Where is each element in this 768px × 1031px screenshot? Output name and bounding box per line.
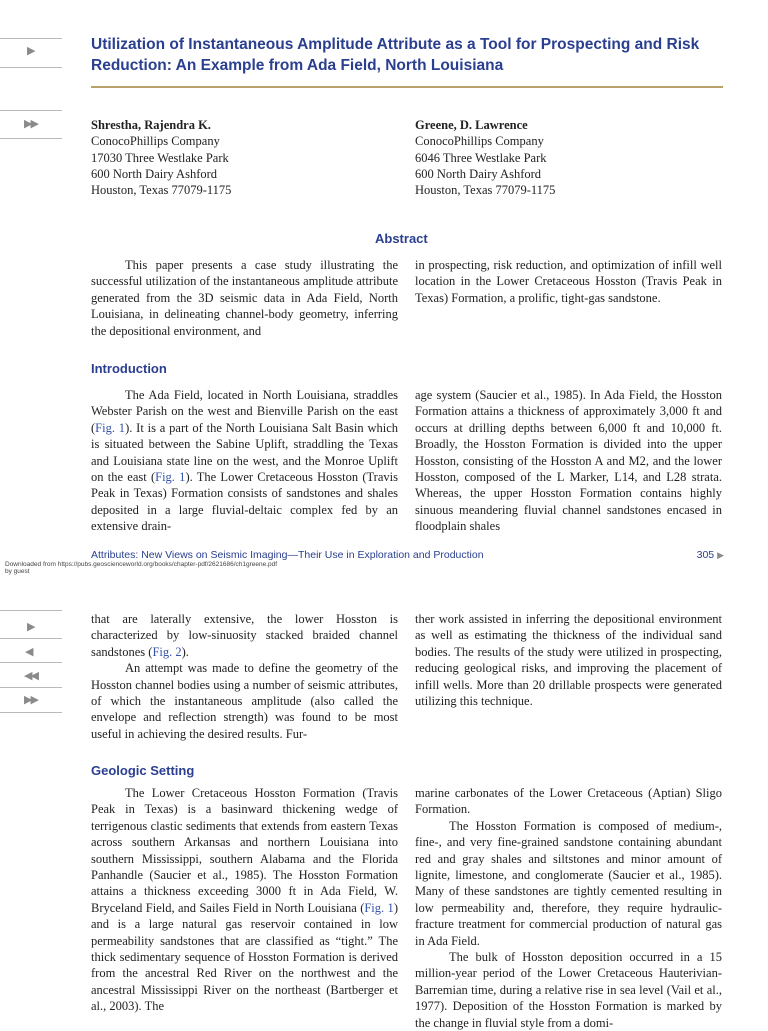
abstract-left xyxy=(91,257,398,339)
paper-title: Utilization of Instantaneous Amplitude Attribute as a Tool for Prospecting and Risk Reduction: An Example from Ada Field, North Louisiana xyxy=(91,36,700,74)
geo-left xyxy=(91,785,398,1015)
nav-rule xyxy=(0,712,62,713)
body-paragraph: ther work assisted in inferring the depositional environment as well as estimating the thickness of the individual sand bodies. The results of the study were utilized in prospecting, reducing geological risks, and improving the placement of infill wells. More than 20 drillable prospects were generated utilizing this technique. xyxy=(415,612,722,709)
nav-rule xyxy=(0,638,62,639)
body-paragraph: An attempt was made to define the geometry of the Hosston channel bodies using a number of seismic attributes, of which the instantaneous amplitude (also called the envelope and reflection strength) was found to be most useful in achieving the desired results. Fur- xyxy=(91,661,398,741)
intro-paragraph: age system (Saucier et al., 1985). In Ada Field, the Hosston Formation attains a thickness of approximately 3,000 ft and occurs at drilling depths between 6,000 ft and 10,000 ft. Broadly, the Hosston Formation is divided into the upper Hosston, consisting of the Hosston A and M2, and the lower Hosston, composed of the L Marker, L14, and L28 strata. Whereas, the upper Hosston Formation contains highly sinuous meandering fluvial channel sandstones encased in floodplain shales xyxy=(415,388,722,534)
author-2-line: 600 North Dairy Ashford xyxy=(415,166,542,181)
page-footer xyxy=(91,549,724,561)
fig1-link[interactable]: Fig. 1 xyxy=(95,420,126,435)
body-paragraph: that are laterally extensive, the lower Hosston is characterized by low-sinuosity stacked braided channel sandstones (Fig. 2). xyxy=(91,612,398,659)
author-2 xyxy=(415,117,555,198)
download-note: Downloaded from https://pubs.geoscienceworld.org/books/chapter-pdf/2621686/ch1greene.pdf by guest xyxy=(5,561,278,575)
last-page-icon[interactable]: ▶▶ xyxy=(24,117,37,130)
nav-rule xyxy=(0,138,62,139)
introduction-heading: Introduction xyxy=(91,361,167,376)
intro-paragraph: The Ada Field, located in North Louisiana, straddles Webster Parish on the west and Bienville Parish on the east (Fig. 1). It is a part of the North Louisiana Salt Basin which is situated between the Sabine Uplift, straddling the Texas and Louisiana state line on the west, and the Monroe Uplift on the east (Fig. 1). The Lower Cretaceous Hosston (Travis Peak in Texas) Formation consists of sandstones and shales deposited in a large fluvial-deltaic complex fed by an extensive drain- xyxy=(91,388,398,534)
abstract-heading: Abstract xyxy=(375,231,428,246)
body-paragraph: The bulk of Hosston deposition occurred in a 15 million-year period of the Lower Cretaceous Hauterivian-Barremian time, during a relative rise in sea level (Vail et al., 1977). Deposition of the Hosston Formation is marked by the change in fluvial style from a domi- xyxy=(415,950,722,1030)
next-page-icon[interactable]: ▶ xyxy=(717,550,724,560)
previous-page-icon[interactable]: ◀ xyxy=(25,645,32,658)
footer-title: Attributes: New Views on Seismic Imaging—Their Use in Exploration and Production xyxy=(91,549,484,561)
p2-left xyxy=(91,611,398,742)
abstract-right xyxy=(415,257,722,306)
author-2-line: 6046 Three Westlake Park xyxy=(415,150,547,165)
author-1 xyxy=(91,117,231,198)
body-paragraph: marine carbonates of the Lower Cretaceous (Aptian) Sligo Formation. xyxy=(415,786,722,817)
body-paragraph: The Lower Cretaceous Hosston Formation (Travis Peak in Texas) is a basinward thickening wedge of terrigenous clastic sediments that extends from eastern Texas across southern Arkansas and northern Louisiana into southern Mississippi, southern Alabama and the Florida Panhandle (Saucier et al., 1985). The Hosston Formation attains a thickness exceeding 3000 ft in Ada Field, W. Bryceland Field, and Sailes Field in North Louisiana (Fig. 1) and is a large natural gas reservoir contained in low permeability sandstones that are classified as “tight.” The thick sedimentary sequence of Hosston Formation is derived from the ancestral Red River on the northwest and the ancestral Mississippi River on the northeast (Bartberger et al., 2003). The xyxy=(91,786,398,1014)
author-1-line: 600 North Dairy Ashford xyxy=(91,166,218,181)
fig1-link[interactable]: Fig. 1 xyxy=(364,900,394,915)
author-2-name: Greene, D. Lawrence xyxy=(415,118,528,132)
nav-rule xyxy=(0,67,62,68)
nav-rule xyxy=(0,610,62,611)
nav-rule xyxy=(0,662,62,663)
page-number: 305 ▶ xyxy=(696,549,724,561)
last-page-icon[interactable]: ▶▶ xyxy=(24,693,37,706)
intro-right xyxy=(415,387,722,535)
nav-rule xyxy=(0,687,62,688)
p2-right xyxy=(415,611,722,709)
first-page-icon[interactable]: ◀◀ xyxy=(24,669,37,682)
author-1-line: Houston, Texas 77079-1175 xyxy=(91,183,232,198)
fig1-link[interactable]: Fig. 1 xyxy=(155,470,186,485)
author-2-line: Houston, Texas 77079-1175 xyxy=(415,183,556,198)
author-1-line: 17030 Three Westlake Park xyxy=(91,150,229,165)
nav-rule xyxy=(0,110,62,111)
author-2-line: ConocoPhillips Company xyxy=(415,134,544,149)
geo-right xyxy=(415,785,722,1031)
next-page-icon[interactable]: ▶ xyxy=(27,620,34,633)
abstract-text: in prospecting, risk reduction, and optimization of infill well location in the Lower Cretaceous Hosston (Travis Peak in Texas) Formation, a prolific, tight-gas sandstone. xyxy=(415,258,722,305)
title-rule xyxy=(91,86,723,88)
abstract-text: This paper presents a case study illustrating the successful utilization of the instantaneous amplitude attribute generated from the 3D seismic data in Ada Field, North Louisiana, in delineating channel-body geometry, inferring the depositional environment, and xyxy=(91,258,398,338)
nav-rule xyxy=(0,38,62,39)
intro-left xyxy=(91,387,398,535)
author-1-name: Shrestha, Rajendra K. xyxy=(91,118,211,132)
author-1-line: ConocoPhillips Company xyxy=(91,134,220,149)
body-paragraph: The Hosston Formation is composed of medium-, fine-, and very fine-grained sandstone containing abundant red and gray shales and siltstones and minor amount of lignite, limestone, and conglomerate (Saucier et al., 1985). Many of these sandstones are tightly cemented resulting in low permeability and, therefore, they require hydraulic-fracture treatment for commercial production of natural gas in Ada Field. xyxy=(415,818,722,948)
geologic-setting-heading: Geologic Setting xyxy=(91,763,195,778)
next-page-icon[interactable]: ▶ xyxy=(27,44,34,57)
fig2-link[interactable]: Fig. 2 xyxy=(152,644,182,659)
